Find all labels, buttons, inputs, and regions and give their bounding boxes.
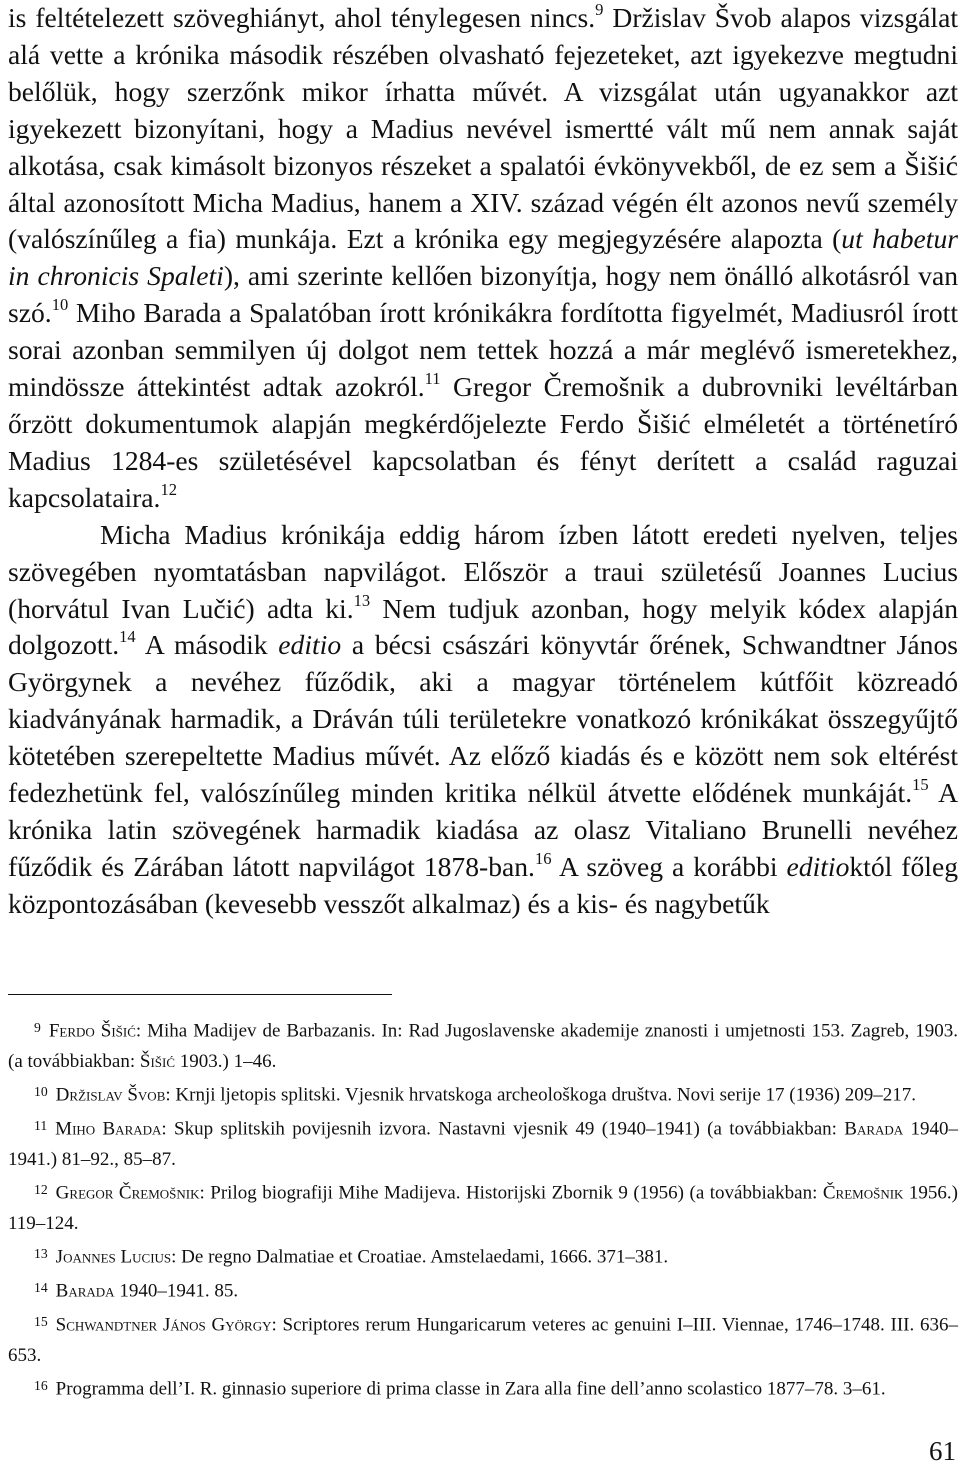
footnote-text: : Prilog biografiji Mihe Madijeva. Historijski Zbornik 9 (1956) (a továbbiakban: <box>199 1182 823 1204</box>
footnote-divider <box>8 994 392 995</box>
footnote-ref[interactable]: 15 <box>912 775 929 795</box>
main-text <box>8 0 958 923</box>
text-run: któl főleg központozásában (kevesebb vesszőt alkalmaz) és a kis- és nagybetűk <box>8 850 958 919</box>
footnote-10 <box>8 1077 958 1111</box>
text-run: Gregor Čremošnik a dubrovniki levéltárban őrzött dokumentumok alapján megkérdőjelezte Ferdo Šišić elméletét a történetíró Madius 1284-es születésével kapcsolatban és fényt derített a család raguzai kapcsolataira. <box>8 371 958 513</box>
footnote-number: 13 <box>34 1245 48 1261</box>
footnote-author: Schwandtner János György <box>55 1314 272 1336</box>
footnote-text: Programma dell’I. R. ginnasio superiore di prima classe in Zara alla fine dell’anno scolastico 1877–78. 3–61. <box>55 1378 886 1400</box>
paragraph-1 <box>8 0 958 517</box>
footnote-text: : Skup splitskih povijesnih izvora. Nastavni vjesnik 49 (1940–1941) (a továbbiakban: <box>161 1118 845 1140</box>
footnote-ref[interactable]: 13 <box>353 590 371 610</box>
footnote-text: : Miha Madijev de Barbazanis. In: Rad Jugoslavenske akademije znanosti i umjetnosti 153. Zagreb, 1903. (a továbbiakban: <box>8 1020 958 1072</box>
text-run: Nem tudjuk azonban, hogy melyik kódex alapján dolgozott. <box>8 592 958 661</box>
latin-quote: ut habetur in chronicis Spaleti <box>8 223 958 292</box>
footnotes <box>8 1013 958 1405</box>
italic-term: editio <box>786 850 850 882</box>
footnote-text: : De regno Dalmatiae et Croatiae. Amstelaedami, 1666. 371–381. <box>171 1246 669 1268</box>
footnote-ref[interactable]: 11 <box>424 369 441 389</box>
text-run: A szöveg a korábbi <box>551 850 787 882</box>
footnote-number: 9 <box>34 1020 41 1035</box>
footnote-number: 10 <box>34 1084 48 1100</box>
footnote-13 <box>8 1239 958 1273</box>
footnote-ref[interactable]: 9 <box>595 0 604 20</box>
footnote-ref[interactable]: 14 <box>119 627 136 647</box>
footnote-author: Držislav Švob <box>55 1084 166 1106</box>
page-number: 61 <box>929 1436 956 1466</box>
text-run: A második <box>135 629 279 661</box>
footnote-author: Joannes Lucius <box>55 1246 172 1268</box>
footnote-number: 11 <box>34 1117 48 1133</box>
text-run: Micha Madius krónikája eddig három ízben látott eredeti nyelven, teljes szövegében nyomtatásban napvilágot. Először a traui születésű Joannes Lucius (horvátul Ivan Lučić) adta ki. <box>8 518 958 624</box>
footnote-text: 1940–1941.) 81–92., 85–87. <box>8 1118 959 1170</box>
text-run: Miho Barada a Spalatóban írott krónikákra fordította figyelmét, Madiusról írott sorai azonban semmilyen új dolgot nem tettek hozzá a már meglévő ismeretekhez, mindössze áttekintést adtak azokról. <box>8 297 958 403</box>
footnote-number: 16 <box>34 1377 48 1393</box>
footnote-author: Ferdo Šišić <box>48 1020 136 1042</box>
italic-term: editio <box>278 629 342 661</box>
footnote-text: : Krnji ljetopis splitski. Vjesnik hrvatskoga archeološkoga društva. Novi serije 17 (1936) 209–217. <box>165 1084 916 1106</box>
footnote-16 <box>8 1371 958 1405</box>
footnote-text: 1903.) 1–46. <box>175 1050 277 1072</box>
footnote-text: 1956.) 119–124. <box>8 1182 958 1234</box>
footnote-11 <box>8 1111 958 1175</box>
footnote-author: Miho Barada <box>55 1118 162 1140</box>
footnote-short-title: Barada <box>55 1280 115 1302</box>
text-run: ), ami szerinte kellően bizonyítja, hogy nem önálló alkotásról van szó. <box>8 260 958 329</box>
footnote-text: : Scriptores rerum Hungaricarum veteres ac genuini I–III. Viennae, 1746–1748. III. 636–653. <box>8 1314 958 1366</box>
page <box>8 0 959 1466</box>
footnote-12 <box>8 1175 958 1239</box>
text-run: a bécsi császári könyvtár őrének, Schwandtner János Györgynek a nevéhez fűződik, aki a magyar történelem kútfőit közreadó kiadványának harmadik, a Dráván túli területekre vonatkozó krónikákat összegyűjtő kötetében szerepeltette Madius művét. Az előző kiadás és e között nem sok eltérést fedezhetünk fel, valószínűleg minden kritika nélkül átvette elődének munkáját. <box>8 629 958 809</box>
footnote-14 <box>8 1273 958 1307</box>
footnote-15 <box>8 1307 958 1371</box>
footnote-text: 1940–1941. 85. <box>114 1280 239 1302</box>
footnote-short-title: Barada <box>844 1118 904 1140</box>
footnote-short-title: Šišić <box>139 1050 176 1072</box>
footnote-ref[interactable]: 10 <box>51 295 69 315</box>
footnote-ref[interactable]: 12 <box>160 479 177 499</box>
paragraph-2 <box>8 517 958 923</box>
text-run: A krónika latin szövegének harmadik kiadása az olasz Vitaliano Brunelli nevéhez fűződik és Zárában látott napvilágot 1878-ban. <box>8 777 958 882</box>
text-run: is feltételezett szöveghiányt, ahol ténylegesen nincs. <box>8 2 596 33</box>
footnote-number: 12 <box>34 1181 48 1197</box>
footnote-number: 14 <box>34 1279 48 1295</box>
text-run: Držislav Švob alapos vizsgálat alá vette a krónika második részében olvasható fejezeteket, azt igyekezve megtudni belőlük, hogy szerzőnk mikor írhatta művét. A vizsgálat után ugyanakkor azt igyekezett bizonyítani, hogy a Madius nevével ismertté vált mű nem annak saját alkotása, csak kimásolt bizonyos részeket a spalatói évkönyvekből, de ez sem a Šišić által azonosított Micha Madius, hanem a XIV. század végén élt azonos nevű személy (valószínűleg a fia) munkája. Ezt a krónika egy megjegyzésére alapozta ( <box>8 2 958 255</box>
footnote-author: Gregor Čremošnik <box>55 1182 200 1204</box>
footnote-short-title: Čremošnik <box>822 1182 904 1204</box>
footnote-ref[interactable]: 16 <box>534 848 552 868</box>
footnote-number: 15 <box>34 1313 48 1329</box>
footnote-9 <box>8 1013 958 1077</box>
